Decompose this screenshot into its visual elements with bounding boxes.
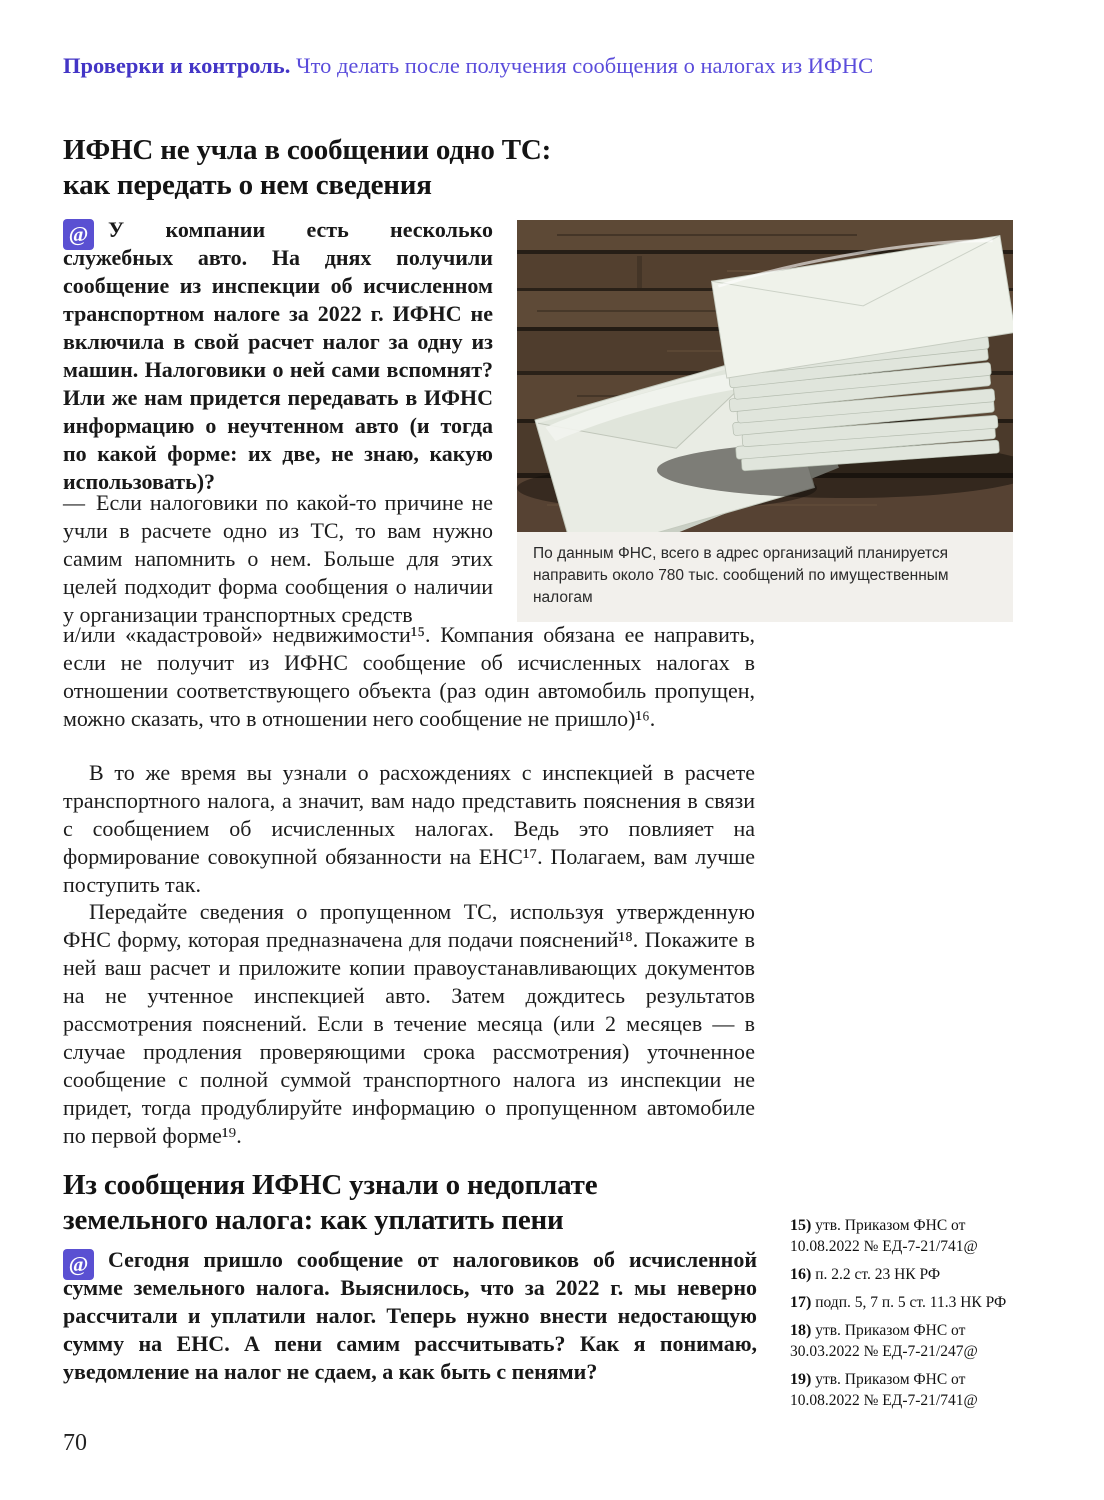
footnote-number: 16): [790, 1266, 812, 1283]
photo-caption: По данным ФНС, всего в адрес организаций планируется направить около 780 тыс. сообщений по имущественным налогам: [517, 532, 1013, 622]
running-head: [63, 52, 873, 79]
footnote-text: утв. Приказом ФНС от 10.08.2022 № ЕД-7-21/741@: [790, 1217, 978, 1255]
article2-title: [63, 1168, 597, 1238]
footnote-text: п. 2.2 ст. 23 НК РФ: [811, 1266, 941, 1283]
envelopes-photo: [517, 220, 1013, 532]
footnote-18: [790, 1320, 1018, 1362]
article1-paragraph3: Передайте сведения о пропущенном ТС, используя утвержденную ФНС форму, которая предназначена для подачи пояснений¹⁸. Покажите в ней ваш расчет и приложите копии правоустанавливающих документов на не учтенное инспекцией авто. Затем дождитесь результатов рассмотрения пояснений. Если в течение месяца (или 2 месяцев — в случае продления проверяющими срока рассмотрения) уточненное сообщение с полной суммой транспортного налога из инспекции не придет, тогда продублируйте информацию о пропущенном автомобиле по первой форме¹⁹.: [63, 899, 755, 1148]
article2-title-line2: земельного налога: как уплатить пени: [63, 1204, 564, 1236]
footnote-text: утв. Приказом ФНС от 10.08.2022 № ЕД-7-21/741@: [790, 1371, 978, 1409]
footnote-19: [790, 1369, 1018, 1411]
footnote-text: утв. Приказом ФНС от 30.03.2022 № ЕД-7-21/247@: [790, 1322, 978, 1360]
section-name: Проверки и контроль.: [63, 53, 291, 78]
article2-title-line1: Из сообщения ИФНС узнали о недоплате: [63, 1169, 598, 1201]
at-glyph: @: [68, 1252, 89, 1276]
article1-title-line2: как передать о нем сведения: [63, 169, 432, 201]
at-glyph: @: [68, 222, 89, 246]
article-kicker: Что делать после получения сообщения о налогах из ИФНС: [290, 53, 874, 78]
article1-answer-intro: — Если налоговики по какой-то причине не учли в расчете одно из ТС, то вам нужно самим напомнить о нем. Больше для этих целей подходит форма сообщения о наличии у организации транспортных средств: [63, 490, 493, 627]
footnote-number: 17): [790, 1294, 812, 1311]
footnotes-column: [790, 1215, 1018, 1418]
article1-title: [63, 133, 551, 203]
article1-answer-continued: и/или «кадастровой» недвижимости¹⁵. Компания обязана ее направить, если не получит из ИФНС сообщение об исчисленных налогах в отношении соответствующего объекта (раз один автомобиль пропущен, можно сказать, что в отношении него сообщение не пришло)¹⁶.: [63, 622, 755, 731]
article2-question: Сегодня пришло сообщение от налоговиков об исчисленной сумме земельного налога. Выяснилось, что за 2022 г. мы неверно рассчитали и уплатили налог. Теперь нужно внести недостающую сумму на ЕНС. А пени самим рассчитывать? Как я понимаю, уведомление на налог не сдаем, а как быть с пенями?: [63, 1247, 757, 1384]
footnote-number: 19): [790, 1371, 812, 1388]
footnote-17: [790, 1292, 1018, 1313]
article1-title-line1: ИФНС не учла в сообщении одно ТС:: [63, 134, 552, 166]
footnote-text: подп. 5, 7 п. 5 ст. 11.3 НК РФ: [811, 1294, 1007, 1311]
page-number: 70: [63, 1430, 87, 1456]
envelopes-photo-art: [517, 220, 1013, 532]
footnote-16: [790, 1264, 1018, 1285]
footnote-number: 15): [790, 1217, 812, 1234]
footnote-number: 18): [790, 1322, 812, 1339]
footnote-15: [790, 1215, 1018, 1257]
article1-paragraph2: В то же время вы узнали о расхождениях с инспекцией в расчете транспортного налога, а значит, вам надо представить пояснения в связи с сообщением об исчисленных налогах. Ведь это повлияет на формирование совокупной обязанности на ЕНС¹⁷. Полагаем, вам лучше поступить так.: [63, 760, 755, 897]
article1-question: У компании есть несколько служебных авто. На днях получили сообщение из инспекции об исчисленном транспортном налоге за 2022 г. ИФНС не включила в свой расчет налог за одну из машин. Налоговики о ней сами вспомнят? Или же нам придется передавать в ИФНС информацию о неучтенном авто (и тогда по какой форме: их две, не знаю, какую использовать)?: [63, 217, 493, 494]
